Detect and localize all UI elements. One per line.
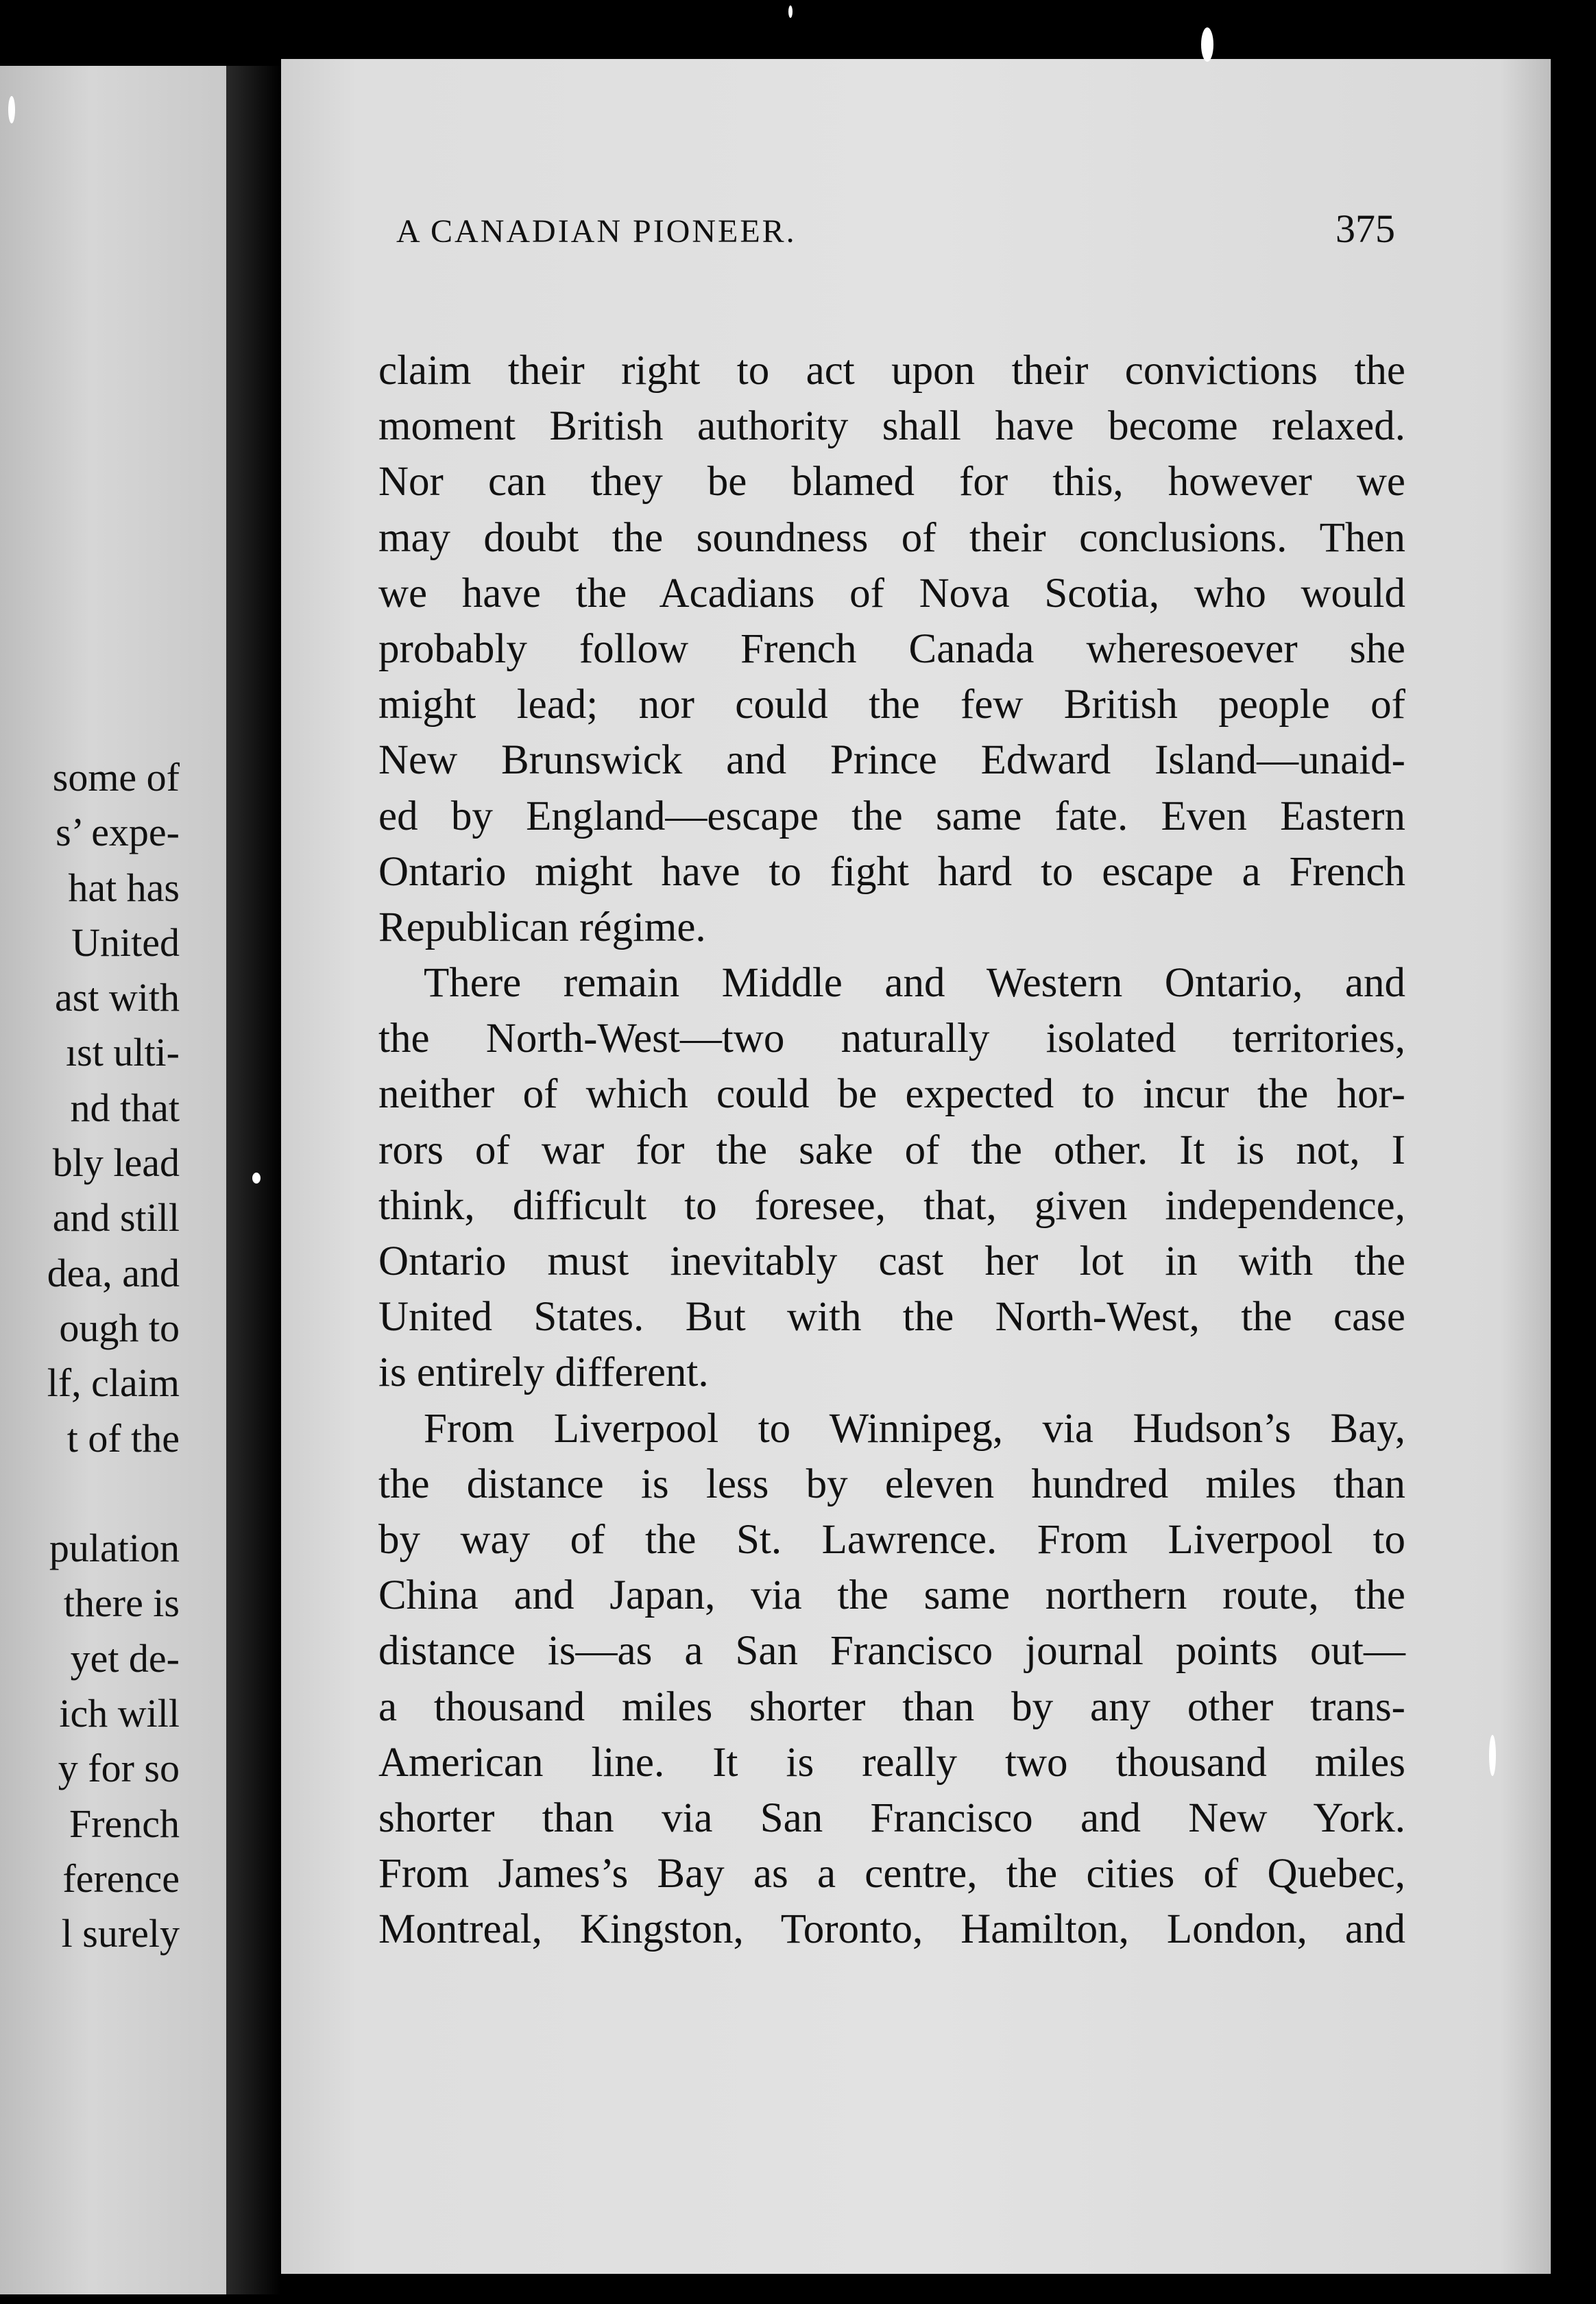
left-line: dea, and (47, 1250, 180, 1295)
text-line: is entirely different. (378, 1349, 709, 1396)
left-line: l surely (61, 1911, 180, 1956)
left-line: lf, claim (47, 1360, 180, 1406)
left-line: pulation (49, 1526, 180, 1571)
text-line: might lead; nor could the few British people of (378, 682, 1405, 728)
scan-speck (252, 1173, 261, 1184)
left-page (0, 66, 226, 2294)
text-line: rors of war for the sake of the other. It is not, I (378, 1127, 1405, 1173)
left-line: bly lead (52, 1140, 180, 1186)
left-line: ough to (59, 1305, 180, 1350)
page-number: 375 (1335, 206, 1395, 251)
left-line (0, 1466, 180, 1521)
scan-speck (8, 96, 15, 123)
text-line: Republican régime. (378, 904, 706, 950)
left-line: United (71, 920, 180, 965)
text-line: a thousand miles shorter than by any other trans- (378, 1683, 1405, 1730)
text-line: neither of which could be expected to incur the hor- (378, 1071, 1405, 1118)
text-line: From Liverpool to Winnipeg, via Hudson’s Bay, (424, 1405, 1405, 1452)
text-line: Montreal, Kingston, Toronto, Hamilton, London, and (378, 1906, 1405, 1953)
text-line: may doubt the soundness of their conclusions. Then (378, 514, 1405, 561)
text-line: There remain Middle and Western Ontario, and (424, 960, 1405, 1007)
text-line: From James’s Bay as a centre, the cities of Quebec, (378, 1851, 1405, 1897)
text-line: by way of the St. Lawrence. From Liverpool to (378, 1516, 1405, 1563)
text-line: Ontario must inevitably cast her lot in with the (378, 1238, 1405, 1284)
body-text (378, 343, 1405, 1957)
text-line: the distance is less by eleven hundred miles than (378, 1461, 1405, 1507)
left-page-text (0, 750, 180, 1962)
left-line: there is (63, 1581, 180, 1626)
text-line: think, difficult to foresee, that, given independence, (378, 1182, 1405, 1229)
text-line: claim their right to act upon their convictions the (378, 348, 1405, 394)
left-line: some of (52, 755, 180, 800)
running-head: A CANADIAN PIONEER. (396, 213, 797, 250)
text-line: shorter than via San Francisco and New York. (378, 1795, 1405, 1841)
left-line: yet de- (70, 1635, 180, 1681)
text-line: Ontario might have to fight hard to escape a French (378, 848, 1405, 895)
scan-speck (1489, 1735, 1496, 1776)
text-line: New Brunswick and Prince Edward Island—unaid- (378, 737, 1405, 784)
left-line: y for so (58, 1746, 180, 1791)
text-line: moment British authority shall have become relaxed. (378, 403, 1405, 450)
text-line: distance is—as a San Francisco journal points out— (378, 1628, 1405, 1675)
scan-speck (788, 5, 793, 18)
left-line: hat has (68, 865, 180, 910)
left-line: nd that (70, 1085, 180, 1130)
left-line: ast with (54, 975, 180, 1020)
left-line: s’ expe- (56, 810, 180, 855)
left-line: ıst ulti- (66, 1030, 180, 1075)
left-line: and still (52, 1195, 180, 1240)
text-line: Nor can they be blamed for this, however we (378, 459, 1405, 505)
text-line: China and Japan, via the same northern route, the (378, 1572, 1405, 1619)
left-line: French (69, 1801, 180, 1846)
text-line: United States. But with the North-West, the case (378, 1294, 1405, 1341)
left-line: ich will (59, 1691, 180, 1736)
text-line: probably follow French Canada wheresoever she (378, 625, 1405, 672)
left-line: ference (62, 1856, 180, 1901)
text-line: ed by England—escape the same fate. Even Eastern (378, 793, 1405, 839)
scan-speck (1201, 27, 1213, 62)
text-line: we have the Acadians of Nova Scotia, who would (378, 570, 1405, 616)
left-line: t of the (66, 1415, 180, 1461)
text-line: American line. It is really two thousand miles (378, 1739, 1405, 1786)
text-line: the North-West—two naturally isolated territories, (378, 1016, 1405, 1062)
